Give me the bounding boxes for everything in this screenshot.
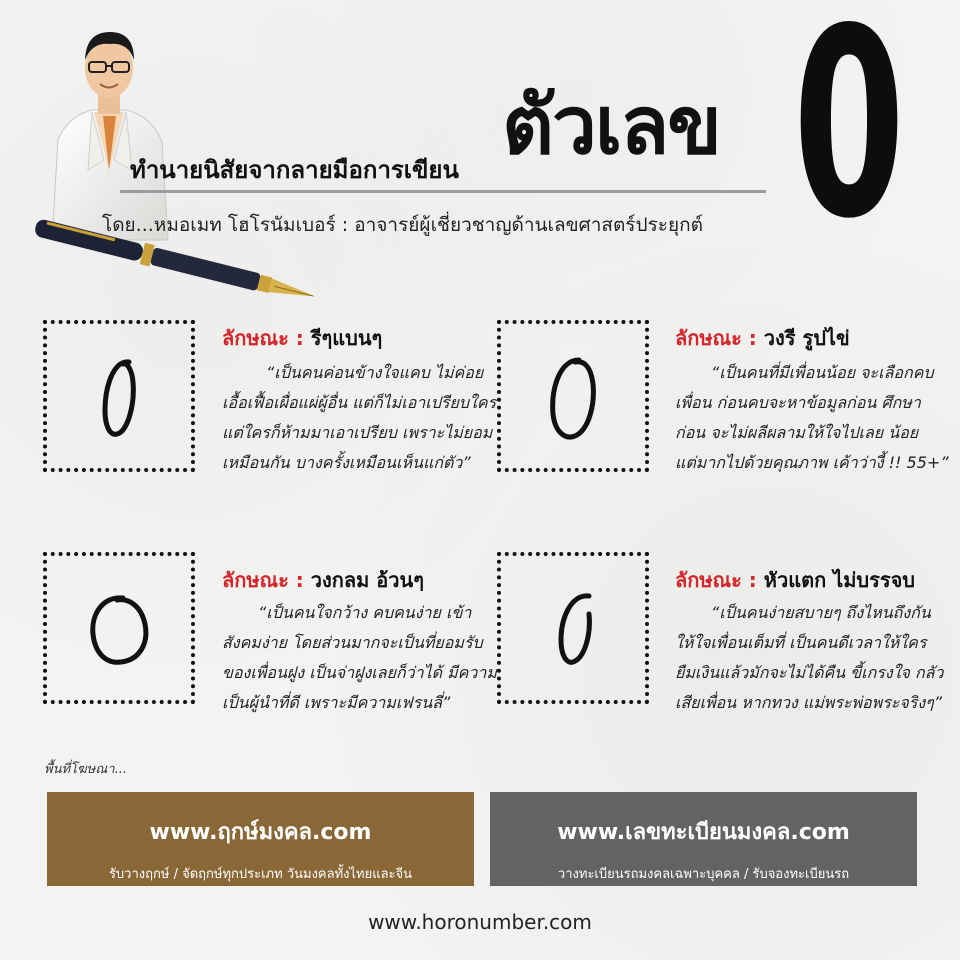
zero-oval — [553, 360, 594, 437]
card-line: เหมือนกัน บางครั้งเหมือนเห็นแก่ตัว” — [222, 453, 471, 472]
card-title-4 — [675, 564, 915, 596]
footer-website[interactable]: www.horonumber.com — [368, 910, 592, 934]
card-line: ก่อน จะไม่ผลีผลามให้ใจไปเลย น้อย — [675, 423, 919, 442]
handwriting-box-1 — [43, 320, 195, 472]
card-line: เอื้อเฟื้อเผื่อแผ่ผู้อื่น แต่ก็ไม่เอาเปรียบใคร — [222, 393, 497, 412]
card-label: ลักษณะ : — [675, 326, 757, 350]
card-name: วงกลม อ้วนๆ — [310, 568, 424, 592]
card-body-2 — [675, 358, 949, 478]
card-line: แต่ใครก็ห้ามมาเอาเปรียบ เพราะไม่ยอม — [222, 423, 493, 442]
card-line: ให้ใจเพื่อนเต็มที่ เป็นคนดีเวลาให้ใคร — [675, 633, 927, 652]
card-body-1 — [222, 358, 496, 478]
card-line: ยืมเงินแล้วมักจะไม่ได้คืน ขี้เกรงใจ กลัว — [675, 663, 944, 682]
card-name: หัวแตก ไม่บรรจบ — [763, 568, 915, 592]
ad-url[interactable]: www.ฤกษ์มงคล.com — [149, 820, 372, 845]
ad-banner-left[interactable] — [47, 792, 474, 886]
card-line: แต่มากไปด้วยคุณภาพ เค้าว่างี้ !! 55+” — [675, 453, 949, 472]
ad-url[interactable]: www.เลขทะเบียนมงคล.com — [557, 820, 850, 845]
big-number-zero — [790, 0, 908, 276]
card-label: ลักษณะ : — [222, 568, 304, 592]
card-line: เสียเพื่อน หากทวง แม่พระพ่อพระจริงๆ” — [675, 693, 943, 712]
card-line: ของเพื่อนฝูง เป็นจ่าฝูงเลยก็ว่าได้ มีความ — [222, 663, 497, 682]
card-name: รีๆแบนๆ — [310, 326, 383, 350]
zero-open-top — [561, 596, 589, 662]
card-line: เพื่อน ก่อนคบจะหาข้อมูลก่อน ศึกษา — [675, 393, 921, 412]
ad-description: วางทะเบียนรถมงคลเฉพาะบุคคล / รับจองทะเบียนรถ — [557, 867, 850, 882]
card-name: วงรี รูปไข่ — [763, 326, 850, 350]
card-title-3 — [222, 564, 424, 596]
card-label: ลักษณะ : — [675, 568, 757, 592]
card-line: “เป็นคนค่อนข้างใจแคบ ไม่ค่อย — [266, 363, 484, 382]
author-portrait — [48, 20, 170, 240]
card-line: “เป็นคนที่มีเพื่อนน้อย จะเลือกคบ — [711, 363, 934, 382]
card-line: สังคมง่าย โดยส่วนมากจะเป็นที่ยอมรับ — [222, 633, 483, 652]
ad-banner-right[interactable] — [490, 792, 917, 886]
zero-round — [93, 598, 146, 662]
card-title-2 — [675, 322, 850, 354]
handwriting-box-4 — [497, 552, 649, 704]
card-label: ลักษณะ : — [222, 326, 304, 350]
title-divider — [120, 190, 766, 193]
card-line: “เป็นคนง่ายสบายๆ ถึงไหนถึงกัน — [711, 603, 931, 622]
fountain-pen-icon — [22, 232, 327, 302]
card-line: “เป็นคนใจกว้าง คบคนง่าย เข้า — [258, 603, 472, 622]
svg-text:0: 0 — [793, 0, 905, 276]
ad-description: รับวางฤกษ์ / จัดฤกษ์ทุกประเภท วันมงคลทั้งไทยและจีน — [108, 867, 413, 882]
handwriting-box-3 — [43, 552, 195, 704]
zero-slanted-flat — [105, 362, 133, 434]
card-line: เป็นผู้นำที่ดี เพราะมีความเฟรนลี่” — [222, 693, 451, 712]
card-body-4 — [675, 598, 943, 718]
card-title-1 — [222, 322, 382, 354]
card-body-3 — [222, 598, 497, 718]
handwriting-box-2 — [497, 320, 649, 472]
page-title: ตัวเลข — [502, 79, 720, 172]
ad-space-label: พื้นที่โฆษณา... — [44, 762, 127, 777]
author-line: โดย...หมอเมท โฮโรนัมเบอร์ : อาจารย์ผู้เชี่ยวชาญด้านเลขศาสตร์ประยุกต์ — [102, 214, 703, 236]
subtitle: ทำนายนิสัยจากลายมือการเขียน — [130, 156, 459, 184]
